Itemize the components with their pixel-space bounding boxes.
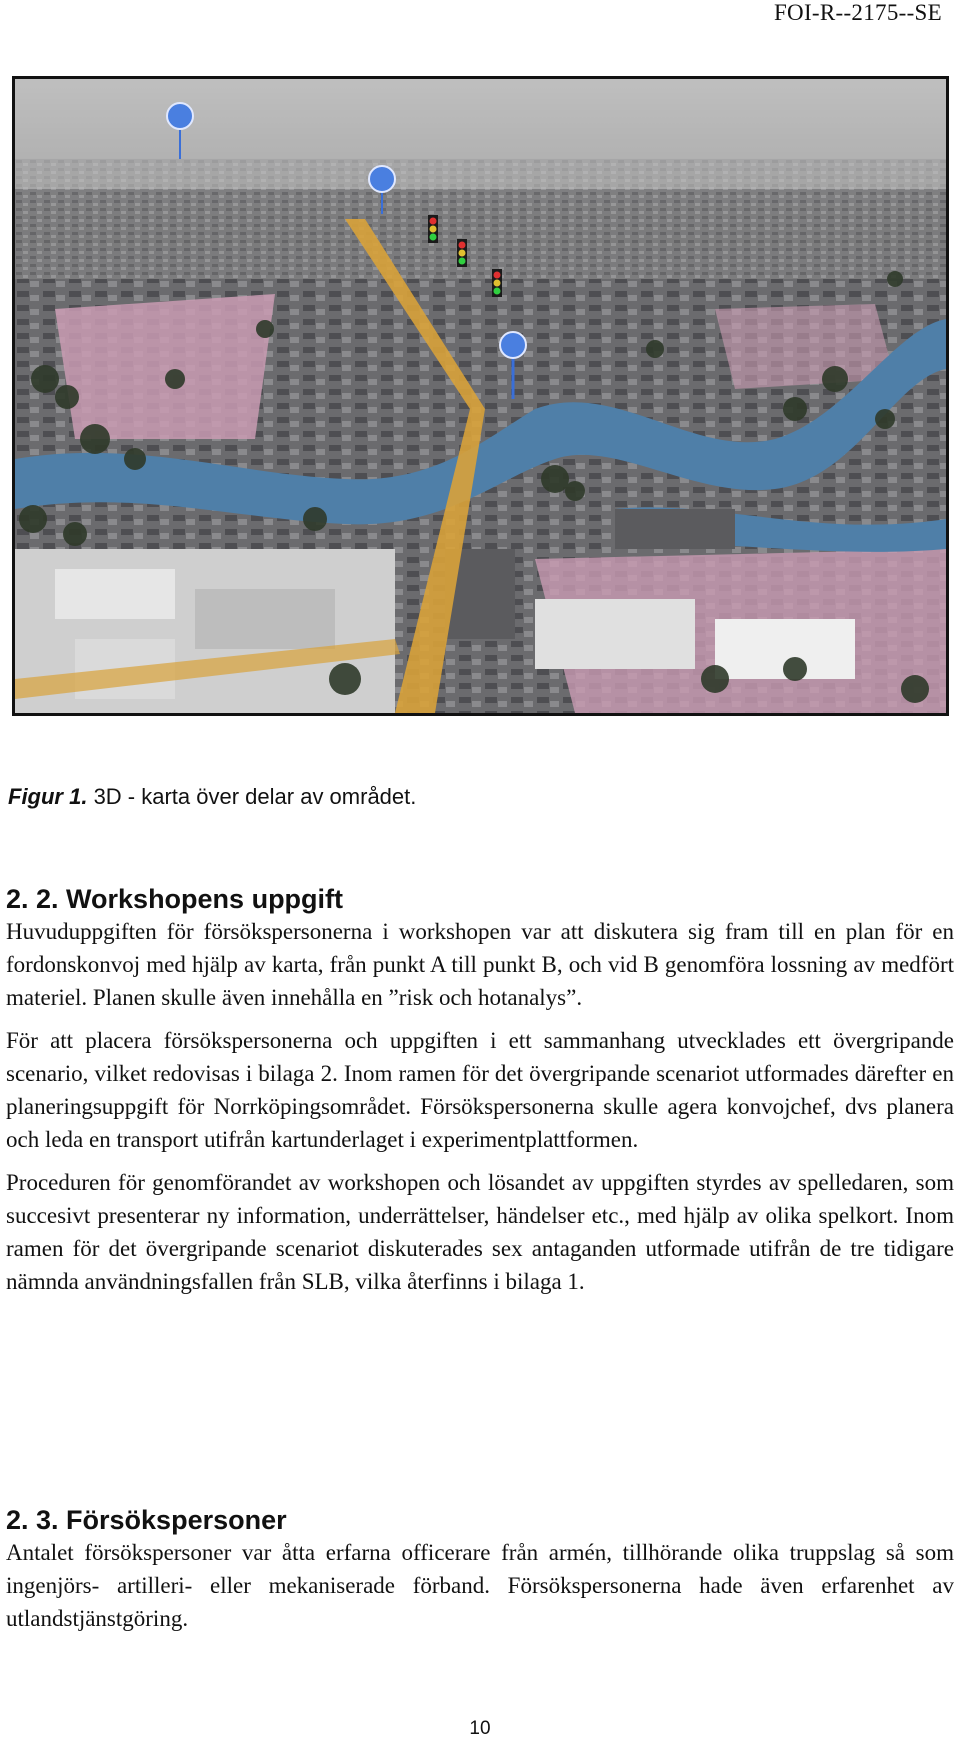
zone-left [55, 294, 275, 439]
paragraph: Huvuduppgiften för försökspersonerna i workshopen var att diskutera sig fram till en plan för en fordonskonvoj med hjälp av karta, från punkt A till punkt B, och vid B genomföra lossning av medfört materiel. Planen skulle även innehålla en ”risk och hotanalys”. [6, 919, 954, 1010]
figure-label: Figur 1. [8, 784, 88, 809]
section-workshop [6, 884, 954, 1298]
report-id: FOI-R--2175--SE [773, 0, 942, 25]
section-participants [6, 1505, 954, 1635]
paragraph: Proceduren för genomförandet av workshopen och lösandet av uppgiften styrdes av spelledaren, som succesivt presenterar ny information, underrättelser, händelser etc., med hjälp av olika spelkort. Inom ramen för det övergripande scenariot diskuterades sex antaganden utformade utifrån de tre tidigare nämnda användningsfallen från SLB, vilka återfinns i bilaga 1. [6, 1170, 954, 1294]
figure-caption-text: 3D - karta över delar av området. [87, 784, 417, 809]
figure-caption [8, 784, 416, 810]
section-heading: 2. 2. Workshopens uppgift [6, 884, 344, 914]
traffic-light-1 [428, 215, 438, 243]
map-3d-image [15, 79, 946, 713]
traffic-light-3 [492, 269, 502, 297]
map-figure [12, 76, 949, 716]
page-number: 10 [469, 1718, 491, 1739]
paragraph: För att placera försökspersonerna och uppgiften i ett sammanhang utvecklades ett övergripande scenario, vilket redovisas i bilaga 2. Inom ramen för det övergripande scenariot utformades därefter en planeringsuppgift för Norrköpingsområdet. Försökspersonerna skulle agera konvojchef, dvs planera och leda en transport utifrån kartunderlaget i experimentplattformen. [6, 1028, 954, 1152]
paragraph: Antalet försökspersoner var åtta erfarna officerare från armén, tillhörande olika truppslag så som ingenjörs- artilleri- eller mekaniserade förband. Försökspersonerna hade även erfarenhet av utlandstjänstgöring. [6, 1540, 954, 1631]
section-heading: 2. 3. Försökspersoner [6, 1505, 287, 1535]
traffic-light-2 [457, 239, 467, 267]
